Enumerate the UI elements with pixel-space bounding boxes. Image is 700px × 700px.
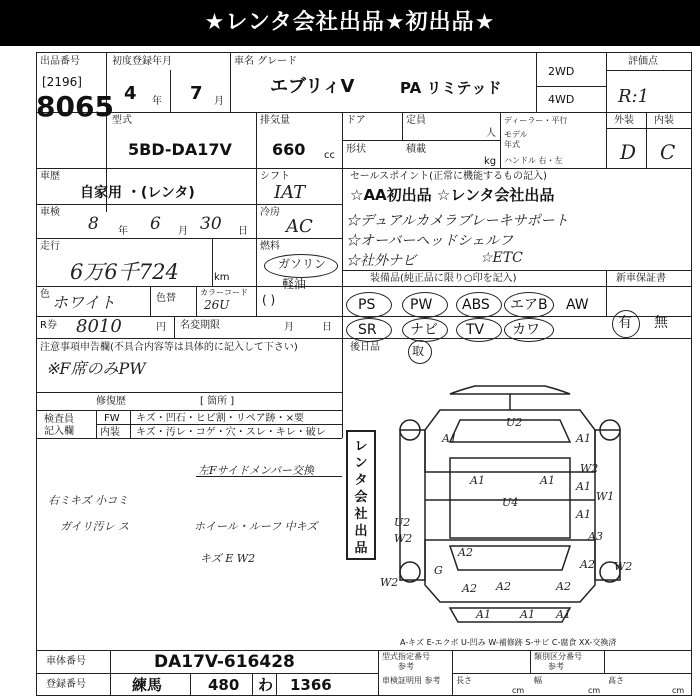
diagram-wheel-rl	[400, 562, 420, 582]
color-code-label: カラーコード	[200, 288, 248, 297]
equip-leather-circle	[504, 318, 554, 342]
rental-stamp: レンタ会社出品	[354, 439, 368, 556]
dims-length-unit: cm	[512, 686, 525, 695]
equipment-label: 装備品(純正品に限り○印を記入)	[370, 273, 517, 284]
inspection-day: 30	[200, 214, 222, 234]
diagram-front-bumper	[450, 386, 570, 394]
first-reg-label: 初度登録年月	[112, 56, 172, 67]
model-year-label: モデル 年式	[504, 130, 528, 149]
displacement-unit: cc	[324, 150, 335, 161]
mark-front-2: A1	[576, 432, 591, 445]
recycle-value: 8010	[76, 316, 122, 337]
inspection-year: 8	[88, 214, 99, 234]
mark-top-1: U2	[506, 416, 523, 429]
model-value: 5BD-DA17V	[128, 140, 232, 159]
mark-rear-5: A1	[556, 608, 571, 621]
fuel-label: 燃料	[260, 241, 280, 252]
selling-point-1: ☆デュアルカメラブレーキサポート	[346, 213, 569, 229]
interior-label: 内装	[654, 115, 674, 126]
dims-length: 長さ	[456, 676, 472, 685]
equip-aw: AW	[566, 297, 589, 313]
equip-ps: PS	[358, 297, 376, 313]
rating-value: R:1	[618, 86, 650, 107]
body-shape-label: 形状	[346, 144, 366, 155]
inspector-note-1: 左Fサイドメンバー交換	[198, 464, 314, 477]
mark-misc-1: W2	[380, 576, 399, 589]
equip-pw-circle	[402, 292, 448, 318]
mark-side-2: U2	[394, 516, 411, 529]
chassis-number: DA17V-616428	[154, 652, 295, 672]
dims-height-unit: cm	[672, 686, 685, 695]
lot-code: [2196]	[42, 75, 82, 89]
notes-text: ※F席のみPW	[46, 359, 146, 378]
plate-label: 登録番号	[46, 679, 86, 690]
selling-point-2: ☆オーバーヘッドシェルフ	[346, 233, 514, 249]
inspection-year-unit: 年	[118, 226, 128, 237]
name-change-label: 名変期限	[180, 320, 220, 331]
mark-rear-4: A1	[520, 608, 535, 621]
fuel-option: 軽油	[282, 277, 307, 291]
damage-legend: A-キズ E-エクボ U-凹み W-補修跡 S-サビ C-腐食 XX-交換済	[400, 638, 617, 647]
mark-front-1: A1	[442, 432, 457, 445]
plate-number: 1366	[290, 676, 332, 694]
chassis-label: 車体番号	[46, 656, 86, 667]
equip-airbag-circle	[504, 292, 554, 318]
capacity-label: 定員	[406, 115, 426, 126]
mark-top-4: W2	[580, 462, 599, 475]
color-value: ホワイト	[52, 293, 116, 312]
exterior-label: 外装	[614, 115, 634, 126]
equip-sr: SR	[358, 322, 377, 338]
dims-width: 幅	[534, 676, 542, 685]
equip-tv-circle	[456, 318, 502, 342]
doors-label: ドア	[346, 115, 366, 126]
car-name-label: 車名 グレード	[234, 56, 298, 67]
mileage-label: 走行	[40, 241, 60, 252]
equip-tv: TV	[466, 322, 485, 338]
dims-width-unit: cm	[588, 686, 601, 695]
history-label: 車歴	[40, 171, 60, 182]
warranty-yes: 有	[618, 315, 632, 331]
dealer-label: ディーラー・平行	[504, 116, 568, 125]
car-name: エブリィV	[270, 76, 355, 97]
mark-side-1: U4	[502, 496, 519, 509]
interior-insp-label: 内装	[100, 427, 120, 438]
displacement-label: 排気量	[260, 115, 290, 126]
drive-4wd: 4WD	[548, 93, 575, 106]
shift-label: シフト	[260, 171, 290, 182]
ac-value: AC	[286, 216, 313, 237]
mark-top-5: A1	[576, 480, 591, 493]
equip-airbag: エアB	[510, 297, 548, 313]
mark-misc-2: G	[434, 564, 443, 577]
year-unit: 年	[152, 96, 162, 107]
ac-label: 冷房	[260, 207, 280, 218]
repair-label: 修復歴	[96, 396, 126, 407]
mark-side-7: A2	[580, 558, 595, 571]
fuel-value: ガソリン	[278, 257, 327, 271]
plate-class: 480	[208, 676, 240, 694]
equip-ps-circle	[346, 292, 392, 318]
handle-label: ハンドル 右・左	[504, 156, 563, 165]
mileage-value: 6万6千724	[70, 260, 179, 284]
mark-rear-3: A1	[476, 608, 491, 621]
car-diagram	[380, 380, 640, 630]
first-reg-month: 7	[190, 83, 203, 104]
exterior-value: D	[620, 140, 637, 164]
car-grade: PA リミテッド	[400, 79, 502, 97]
load-label: 積載	[406, 144, 426, 155]
color-label: 色	[40, 289, 50, 300]
interior-insp-text: キズ・汚レ・コゲ・穴・スレ・キレ・破レ	[136, 427, 326, 438]
capacity-unit: 人	[486, 128, 496, 139]
inspection-day-unit: 日	[238, 226, 248, 237]
equip-sr-circle	[346, 318, 392, 342]
inspector-label: 検査員 記入欄	[44, 414, 74, 437]
model-label: 型式	[112, 115, 132, 126]
inspector-note-3: ガイリ汚レ ス	[60, 520, 130, 533]
mark-side-5: A1	[576, 508, 591, 521]
type-designation-label: 型式指定番号	[382, 652, 430, 661]
page-banner: ★レンタ会社出品★初出品★	[0, 0, 700, 46]
mark-side-3: W2	[394, 532, 413, 545]
fw-text: キズ・凹石・ヒビ割・リペア跡・×要	[136, 413, 304, 424]
shift-value: IAT	[274, 182, 306, 203]
plate-region: 練馬	[132, 676, 163, 694]
warranty-label: 新車保証書	[616, 273, 666, 284]
name-change-month-unit: 月	[284, 322, 294, 333]
inspector-note-4: ホイール・ルーフ 中キズ	[194, 520, 318, 533]
equip-abs-circle	[456, 292, 502, 318]
mark-rear-2: A2	[556, 580, 571, 593]
mark-rear-1: A2	[496, 580, 511, 593]
category-sub: 参考	[548, 662, 564, 671]
fuel-paren: ( )	[262, 293, 276, 307]
recycle-label: R券	[40, 320, 57, 331]
fw-label: FW	[104, 413, 120, 424]
color-change-label: 色替	[156, 293, 176, 304]
mark-misc-5: A2	[462, 582, 477, 595]
lot-label: 出品番号	[40, 56, 80, 67]
load-unit: kg	[484, 156, 497, 167]
mark-top-2: A1	[470, 474, 485, 487]
equip-abs: ABS	[462, 297, 490, 313]
selling-points-label: セールスポイント(正常に機能するもの記入)	[350, 171, 547, 182]
mark-top-3: A1	[540, 474, 555, 487]
name-change-day-unit: 日	[322, 322, 332, 333]
lot-number: 8065	[36, 90, 114, 123]
interior-value: C	[660, 140, 676, 164]
dims-height: 高さ	[608, 676, 624, 685]
diagram-left-side	[400, 430, 425, 580]
first-reg-year: 4	[124, 83, 137, 104]
diagram-rear-bumper	[450, 608, 570, 622]
inspection-month: 6	[150, 214, 161, 234]
drive-2wd: 2WD	[548, 65, 575, 78]
mark-misc-4: W1	[596, 490, 615, 503]
plate-kana: わ	[258, 676, 274, 694]
dims-label: 車検証明用 参考	[382, 676, 441, 685]
inspector-note-2: 右ミキズ 小コミ	[48, 494, 129, 507]
selling-points-headline: ☆AA初出品 ☆レンタ会社出品	[350, 186, 555, 204]
inspection-month-unit: 月	[178, 226, 188, 237]
rear-item-label: 後日品	[350, 342, 380, 353]
equip-navi-circle	[402, 318, 448, 342]
rear-item-mark: 取	[412, 344, 425, 358]
repair-location: [ 箇所 ]	[200, 396, 235, 407]
color-code: 26U	[204, 298, 230, 312]
mark-side-4: A3	[588, 530, 603, 543]
equip-pw: PW	[410, 297, 433, 313]
equip-navi: ナビ	[410, 322, 438, 338]
inspection-label: 車検	[40, 207, 60, 218]
recycle-unit: 円	[156, 322, 166, 333]
rating-label: 評価点	[628, 56, 658, 67]
mileage-unit: km	[214, 272, 230, 283]
selling-point-4: ☆ETC	[480, 250, 523, 266]
mark-misc-3: W2	[614, 560, 633, 573]
category-label: 類別区分番号	[534, 652, 582, 661]
month-unit: 月	[214, 96, 224, 107]
diagram-right-side	[595, 430, 620, 580]
type-designation-sub: 参考	[398, 662, 414, 671]
selling-point-3: ☆社外ナビ	[346, 253, 416, 269]
history-value: 自家用 ・(レンタ)	[80, 185, 195, 201]
equip-leather: カワ	[512, 322, 540, 338]
notes-label: 注意事項申告欄(不具合内容等は具体的に記入して下さい)	[40, 342, 298, 353]
inspector-note-5: キズ E W2	[200, 552, 256, 565]
warranty-no: 無	[654, 315, 668, 331]
mark-side-6: A2	[458, 546, 473, 559]
displacement-value: 660	[272, 140, 306, 159]
